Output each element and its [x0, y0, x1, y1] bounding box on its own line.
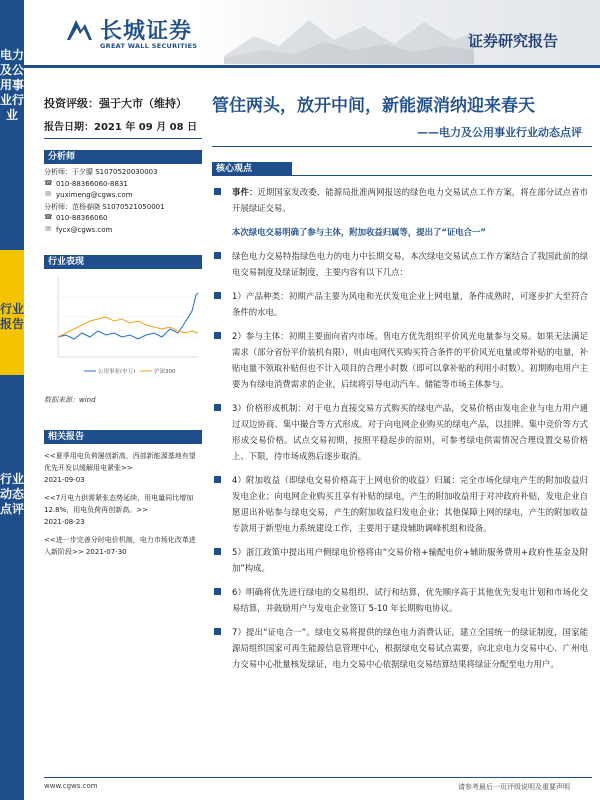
bullet-icon	[214, 332, 221, 339]
point-paragraph: 5）浙江政策中提出用户侧绿电价格将由“交易价格+输配电价+辅助服务费用+政府性基金及附加”构成。	[212, 544, 588, 576]
great-wall-illustration	[224, 6, 474, 64]
trend-heading: 行业表现	[44, 255, 202, 269]
analyst-list	[44, 167, 202, 236]
bullet-icon	[214, 252, 221, 259]
sidebar-bottom-band	[0, 375, 24, 800]
title-divider	[212, 146, 592, 147]
phone-icon: ☎	[44, 213, 53, 221]
company-logo	[64, 14, 198, 56]
analyst-name-1: 分析师：于夕朦 S1070520030003	[44, 168, 158, 176]
intro-paragraph: 绿色电力交易特指绿色电力的电力中长期交易，本次绿电交易试点工作方案结合了我国此前的绿电交易制度及绿证制度，主要内容有以下几点：	[212, 248, 588, 280]
analyst-section	[44, 150, 202, 164]
meta-divider	[44, 138, 202, 139]
logo-chinese-text: 长城证券	[100, 19, 193, 44]
phone-icon: ☎	[44, 178, 53, 187]
industry-trend-chart	[44, 255, 202, 385]
bullet-icon	[214, 628, 221, 635]
footer-disclaimer: 请参考最后一页评级说明及重要声明	[458, 783, 570, 791]
logo-english-text: GREAT WALL SECURITIES	[100, 42, 198, 50]
analyst-email-2[interactable]: ✉ fycx@cgws.com	[45, 224, 113, 234]
bullet-icon	[214, 548, 221, 555]
sidebar-top-band	[0, 0, 24, 250]
analyst-phone-1: ☎ 010-88366060-8831	[44, 178, 128, 188]
report-type-label: 证券研究报告	[467, 32, 558, 50]
core-views-label: 核心观点	[212, 162, 292, 176]
bullet-icon	[214, 588, 221, 595]
core-views-heading	[212, 162, 592, 176]
logo-mark-icon	[64, 16, 94, 46]
point-paragraph: 7）提出“证电合一”。绿电交易将提供的绿色电力消费认证，建立全国统一的绿证制度，国家能源局组织国家可再生能源信息管理中心，根据绿电交易试点需要，向北京电力交易中心、广州电力交易中心批量核发绿证，电力交易中心依据绿电交易结算结果将绿证分配至电力用户。	[212, 624, 588, 672]
related-reports	[44, 430, 202, 558]
analyst-email-1[interactable]: ✉ yuximeng@cgws.com	[45, 190, 133, 199]
trend-chart-svg	[44, 271, 202, 383]
point-paragraph: 4）附加收益（即绿电交易价格高于上网电价的收益）归属：完全市场化绿电产生的附加收益归发电企业；向电网企业购买且享有补贴的绿电，产生的附加收益用于对冲政府补贴，发电企业自愿退出补贴参与绿电交易，产生的附加收益归发电企业；其他保障上网的绿电，产生的附加收益专款用于新型电力系统建设工作，主要用于建设辅助调峰机组和设备。	[212, 472, 588, 536]
related-report-date: 2021-08-23	[44, 518, 85, 526]
analyst-heading: 分析师	[44, 150, 202, 164]
footer-divider	[44, 777, 592, 778]
legend-utilities: 公用事业(申万)	[98, 369, 136, 375]
page-header	[24, 0, 600, 68]
event-label: 事件：	[232, 187, 258, 197]
page-title: 管住两头，放开中间，新能源消纳迎来春天	[212, 96, 535, 116]
point-paragraph: 6）明确将优先进行绿电的交易组织、试行和结算，优先顺序高于其他优先发电计划和市场化交易结算，并鼓励用户与发电企业签订 5-10 年长期购电协议。	[212, 584, 588, 616]
sidebar-industry-label: 电力及公用事业行业	[0, 48, 25, 122]
chart-source: 数据来源：wind	[44, 396, 96, 404]
legend-csi300: 沪深300	[154, 369, 176, 375]
sidebar-comment-label: 行业动态点评	[0, 472, 25, 516]
sidebar-report-label: 行业报告	[0, 302, 25, 331]
related-heading: 相关报告	[44, 430, 202, 444]
core-views-body	[212, 184, 588, 680]
footer-website-link[interactable]: www.cgws.com	[44, 782, 98, 790]
event-text: 近期国家发改委、能源局批准两网报送的绿色电力交易试点工作方案，将在部分试点省市开展绿证交易。	[232, 187, 588, 213]
page-subtitle: ——电力及公用事业行业动态点评	[417, 126, 582, 139]
bullet-icon	[214, 404, 221, 411]
series-utilities-line	[58, 293, 198, 339]
bullet-icon	[214, 188, 221, 195]
analyst-name-2: 分析师：范杨春晓 S1070521050001	[44, 202, 165, 211]
related-report-link[interactable]: <<进一步完善分时电价机制，电力市场化改革进入新阶段>> 2021-07-30	[44, 536, 196, 556]
report-date: 报告日期：2021 年 09 月 08 日	[44, 122, 198, 133]
bullet-icon	[214, 476, 221, 483]
related-report-link[interactable]: <<7月电力供需紧张态势延续，用电量同比增加 12.8%，用电负荷再创新高。>>	[44, 494, 194, 514]
point-paragraph: 3）价格形成机制：对于电力直接交易方式购买的绿电产品，交易价格由发电企业与电力用户通过双边协商、集中撮合等方式形成。对于向电网企业购买的绿电产品，以挂牌、集中竞价等方式形成交易价格。试点交易初期，按照平稳起步的原则，可参考绿电供需情况合理设置交易价格上、下限，待市场成熟后逐步取消。	[212, 400, 588, 464]
mail-icon: ✉	[45, 224, 51, 233]
event-paragraph	[212, 184, 588, 216]
point-paragraph: 1）产品种类：初期产品主要为风电和光伏发电企业上网电量，条件成熟时，可逐步扩大至符合条件的水电。	[212, 288, 588, 320]
related-report-date: 2021-09-03	[44, 476, 85, 484]
analyst-phone-2: ☎ 010-88366060	[44, 213, 108, 222]
bullet-icon	[214, 292, 221, 299]
investment-rating: 投资评级：强于大市（维持）	[44, 97, 187, 110]
core-views-rule	[292, 175, 592, 176]
series-csi300-line	[58, 317, 198, 337]
point-paragraph: 2）参与主体：初期主要面向省内市场。售电方优先组织平价风光电量参与交易。如果无法满足需求（部分省份平价装机有限），则由电网代买购买符合条件的平价风光电量或带补贴的电量，补贴电量不领取补贴但也不计入项目的合理小时数（即可以拿补贴的利用小时数）。初期购电用户主要为有绿电消费需求的企业，后续将引导电动汽车、储能等市场主体参与。	[212, 328, 588, 392]
highlight-paragraph: 本次绿电交易明确了参与主体，附加收益归属等，提出了“证电合一”	[232, 227, 486, 237]
mail-icon: ✉	[45, 190, 51, 198]
related-report-link[interactable]: <<夏季用电负荷屡创新高，西部新能源基地有望优先开发以缓解用电紧张>>	[44, 452, 196, 472]
